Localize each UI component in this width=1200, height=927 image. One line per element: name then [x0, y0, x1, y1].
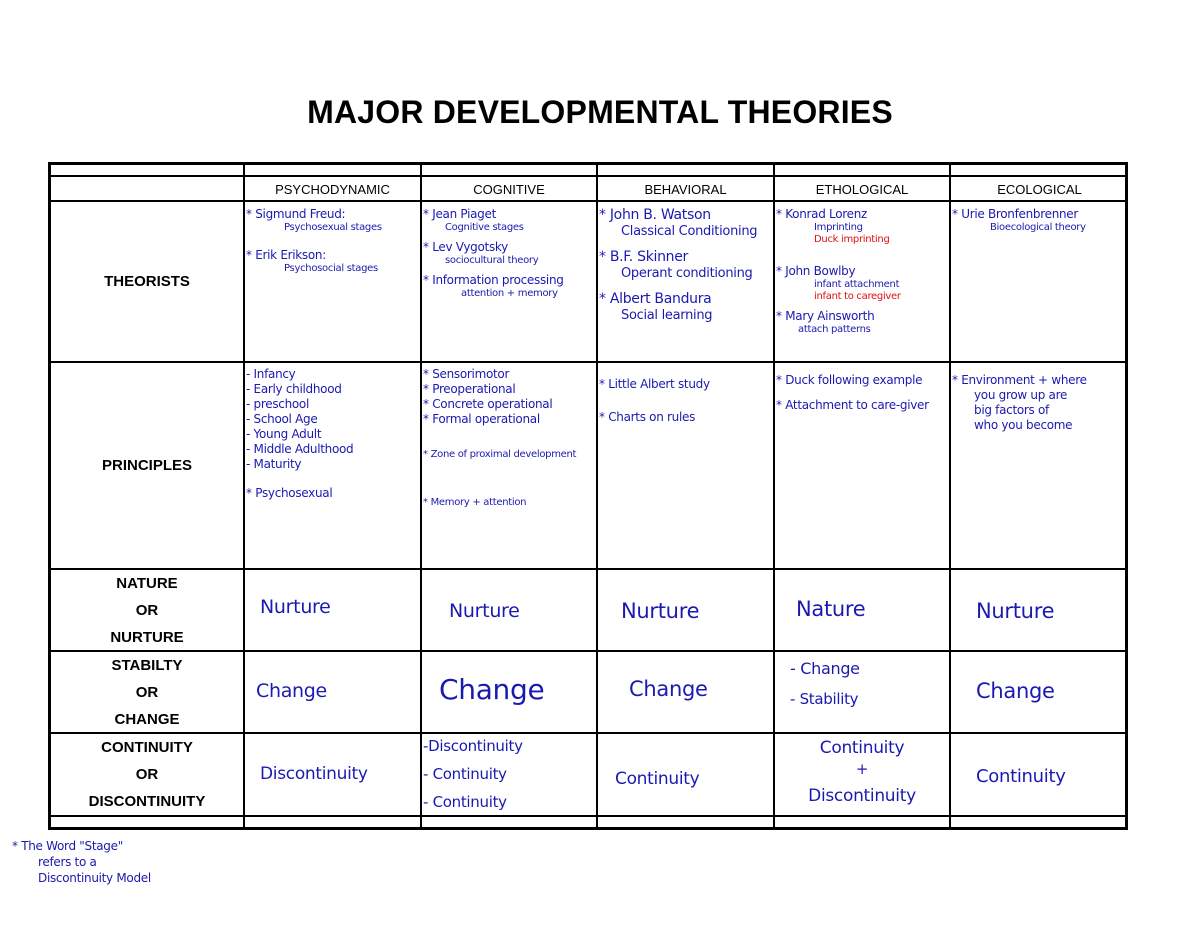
row-label-principles [51, 363, 243, 568]
handwritten-note: * Formal operational [423, 412, 540, 426]
handwritten-note: * Lev Vygotsky [423, 240, 508, 254]
cell-nature-behavioral [599, 599, 771, 639]
handwritten-note: you grow up are [974, 388, 1068, 402]
grid-line [596, 165, 598, 827]
cell-continuity-cognitive [423, 736, 595, 814]
cell-nature-psychodynamic [246, 595, 418, 635]
handwritten-note: Psychosocial stages [284, 263, 378, 274]
handwritten-answer: Continuity [976, 766, 1066, 787]
handwritten-answer: - Change [790, 659, 860, 678]
handwritten-note: * Albert Bandura [599, 291, 712, 307]
cell-continuity-psychodynamic [246, 762, 418, 802]
handwritten-answer: Nurture [449, 600, 520, 622]
row-label-line: OR [135, 683, 159, 701]
handwritten-note: who you become [974, 418, 1073, 432]
column-header-behavioral: BEHAVIORAL [644, 182, 727, 197]
handwritten-answer: - Stability [790, 690, 859, 708]
handwritten-note: * Little Albert study [599, 377, 710, 391]
cell-principles-cognitive [423, 367, 595, 565]
grid-line [51, 815, 1125, 817]
footnote-line: Discontinuity Model [38, 871, 151, 885]
handwritten-note: sociocultural theory [445, 255, 539, 266]
row-label-nature-or-nurture [51, 570, 243, 650]
row-label-line: CONTINUITY [101, 739, 193, 756]
handwritten-note: * Urie Bronfenbrenner [952, 207, 1079, 221]
handwritten-note: - Young Adult [246, 427, 322, 441]
row-label-theorists [51, 202, 243, 361]
handwritten-note: big factors of [974, 403, 1049, 417]
column-header-psychodynamic: PSYCHODYNAMIC [275, 182, 390, 197]
cell-stability-psychodynamic [246, 679, 418, 719]
handwritten-answer: -Discontinuity [423, 737, 523, 755]
handwritten-note: * Memory + attention [423, 497, 527, 508]
footnote-line: * The Word "Stage" [12, 839, 123, 853]
handwritten-note: * B.F. Skinner [599, 249, 689, 265]
handwritten-answer: Change [439, 673, 545, 706]
cell-principles-ecological [952, 367, 1126, 565]
handwritten-note: * Sigmund Freud: [246, 207, 346, 221]
row-label-text: PRINCIPLES [101, 457, 192, 474]
handwritten-answer: Change [256, 680, 327, 702]
handwritten-note: - Infancy [246, 367, 296, 381]
cell-stability-cognitive [423, 673, 595, 723]
handwritten-note: - preschool [246, 397, 309, 411]
handwritten-note: * Zone of proximal development [423, 449, 577, 460]
handwritten-answer: Nurture [621, 599, 700, 623]
handwritten-note: * Duck following example [776, 373, 923, 387]
handwritten-note: Imprinting [814, 222, 863, 233]
handwritten-note: * Sensorimotor [423, 367, 510, 381]
handwritten-note-red: infant to caregiver [814, 291, 901, 302]
cell-stability-ethological [776, 655, 948, 729]
row-label-stability-or-change [51, 652, 243, 732]
handwritten-answer: Nurture [976, 599, 1055, 623]
handwritten-note: * Konrad Lorenz [776, 207, 868, 221]
handwritten-note: Social learning [621, 308, 713, 323]
cell-principles-psychodynamic [246, 367, 418, 565]
footnote [12, 838, 212, 886]
row-label-line: NATURE [116, 574, 178, 592]
row-label-text: THEORISTS [104, 273, 190, 290]
handwritten-note: * Information processing [423, 273, 564, 287]
handwritten-answer: Nature [796, 597, 866, 621]
handwritten-answer: - Continuity [423, 765, 507, 783]
handwritten-note: Bioecological theory [990, 222, 1086, 233]
page-title: MAJOR DEVELOPMENTAL THEORIES [307, 94, 893, 130]
row-label-line: NURTURE [110, 628, 184, 646]
handwritten-answer: Change [976, 679, 1055, 703]
handwritten-note: * Jean Piaget [423, 207, 496, 221]
handwritten-note: * Charts on rules [599, 410, 696, 424]
grid-line [773, 165, 775, 827]
handwritten-note: - Maturity [246, 457, 302, 471]
handwritten-note: attention + memory [461, 288, 558, 299]
grid-line [51, 175, 1125, 177]
cell-continuity-ecological [952, 765, 1126, 805]
row-label-continuity-or-discontinuity [51, 734, 243, 815]
handwritten-note: * Erik Erikson: [246, 248, 326, 262]
row-label-line: STABILTY [111, 656, 183, 674]
handwritten-note: * Concrete operational [423, 397, 553, 411]
cell-stability-behavioral [599, 677, 771, 717]
row-label-line: CHANGE [114, 710, 180, 728]
column-header-cognitive: COGNITIVE [473, 182, 545, 197]
handwritten-answer: + [855, 760, 869, 778]
handwritten-answer: Continuity [615, 769, 700, 789]
grid-line [420, 165, 422, 827]
handwritten-note-red: Duck imprinting [814, 234, 890, 245]
cell-theorists-ecological [952, 207, 1126, 357]
footnote-line: refers to a [38, 855, 97, 869]
cell-theorists-cognitive [423, 207, 595, 357]
cell-stability-ecological [952, 679, 1126, 719]
handwritten-note: * John Bowlby [776, 264, 856, 278]
handwritten-note: attach patterns [798, 324, 871, 335]
grid-line [949, 165, 951, 827]
handwritten-note: * Preoperational [423, 382, 516, 396]
row-label-line: DISCONTINUITY [88, 793, 206, 810]
handwritten-note: - Middle Adulthood [246, 442, 354, 456]
handwritten-note: - School Age [246, 412, 318, 426]
cell-nature-ethological [776, 597, 948, 637]
cell-continuity-ethological [776, 737, 948, 815]
handwritten-note: - Early childhood [246, 382, 342, 396]
handwritten-note: * Attachment to care-giver [776, 398, 929, 412]
cell-nature-ecological [952, 599, 1126, 639]
handwritten-note: * John B. Watson [599, 207, 711, 223]
cell-continuity-behavioral [599, 767, 771, 807]
row-label-line: OR [135, 601, 159, 619]
handwritten-note: * Environment + where [952, 373, 1087, 387]
handwritten-note: * Mary Ainsworth [776, 309, 875, 323]
handwritten-answer: - Continuity [423, 793, 507, 811]
column-header-ecological: ECOLOGICAL [997, 182, 1082, 197]
handwritten-note: Psychosexual stages [284, 222, 382, 233]
row-label-line: OR [135, 766, 159, 783]
cell-theorists-behavioral [599, 207, 771, 357]
handwritten-answer: Discontinuity [808, 786, 916, 806]
cell-principles-ethological [776, 367, 948, 565]
handwritten-note: infant attachment [814, 279, 900, 290]
handwritten-answer: Change [629, 677, 708, 701]
theories-table [48, 162, 1128, 830]
cell-theorists-ethological [776, 207, 948, 357]
handwritten-answer: Discontinuity [260, 764, 368, 784]
handwritten-note: Cognitive stages [445, 222, 524, 233]
column-header-ethological: ETHOLOGICAL [815, 182, 909, 197]
handwritten-note: Operant conditioning [621, 266, 753, 281]
handwritten-note: * Psychosexual [246, 486, 333, 500]
grid-line [243, 165, 245, 827]
handwritten-answer: Nurture [260, 596, 331, 618]
handwritten-note: Classical Conditioning [621, 224, 758, 239]
cell-nature-cognitive [423, 599, 595, 639]
cell-theorists-psychodynamic [246, 207, 418, 357]
handwritten-answer: Continuity [819, 738, 905, 758]
cell-principles-behavioral [599, 367, 771, 565]
